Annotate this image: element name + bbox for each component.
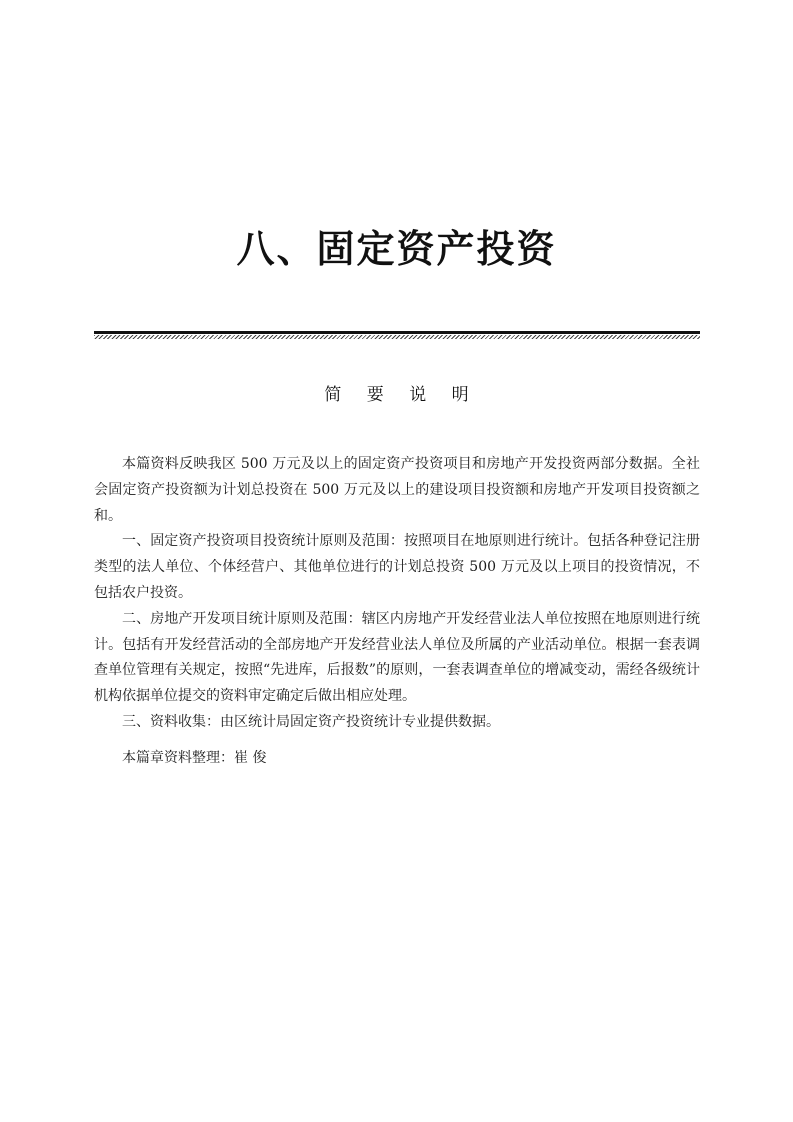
compiler-credit: 本篇章资料整理：崔 俊 — [122, 750, 267, 766]
title-divider-hatch — [94, 335, 700, 339]
body-text — [94, 452, 700, 736]
chapter-title: 八、固定资产投资 — [236, 227, 557, 271]
paragraph-real-estate-scope: 二、房地产开发项目统计原则及范围：辖区内房地产开发经营业法人单位按照在地原则进行统计。包括有开发经营活动的全部房地产开发经营业法人单位及所属的产业活动单位。根据一套表调查单位管理有关规定，按照“先进库，后报数”的原则，一套表调查单位的增减变动，需经各级统计机构依据单位提交的资料审定确定后做出相应处理。 — [94, 610, 700, 705]
paragraph-fixed-asset-scope: 一、固定资产投资项目投资统计原则及范围：按照项目在地原则进行统计。包括各种登记注册类型的法人单位、个体经营户、其他单位进行的计划总投资 500 万元及以上项目的投资情况，不包括农户投资。 — [94, 533, 700, 601]
section-heading: 简 要 说 明 — [324, 385, 479, 405]
paragraph-overview: 本篇资料反映我区 500 万元及以上的固定资产投资项目和房地产开发投资两部分数据。全社会固定资产投资额为计划总投资在 500 万元及以上的建设项目投资额和房地产开发项目投资额之和。 — [94, 456, 700, 524]
title-divider-rule — [94, 331, 700, 334]
paragraph-data-collection: 三、资料收集：由区统计局固定资产投资统计专业提供数据。 — [122, 713, 500, 730]
